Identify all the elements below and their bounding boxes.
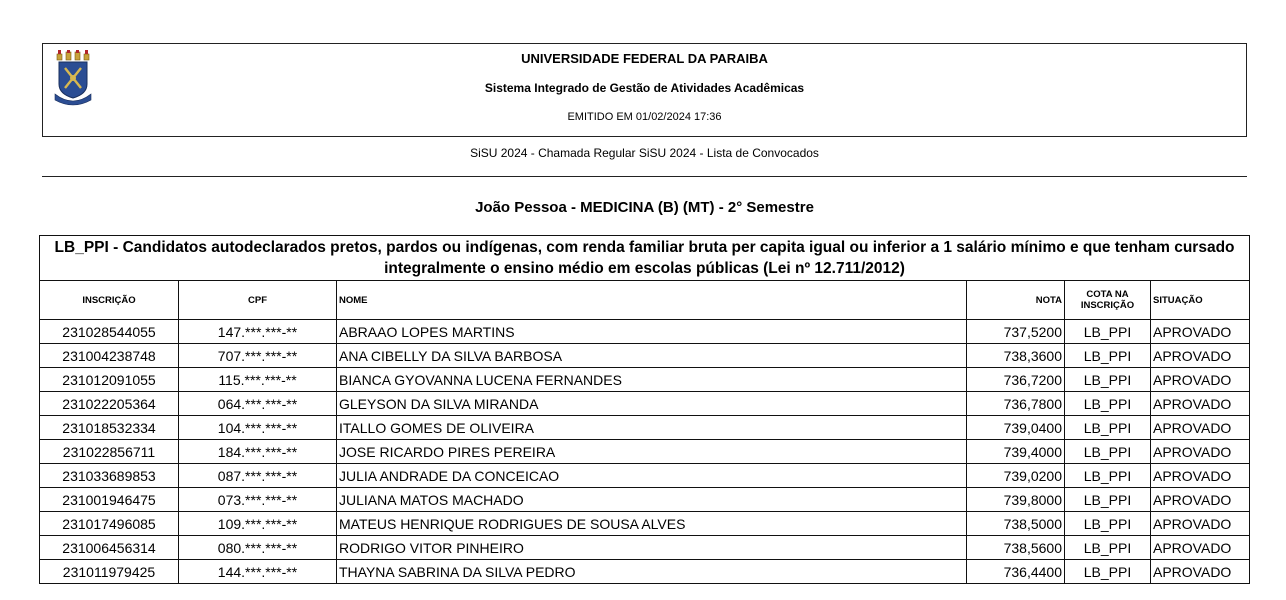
cell-nome: ANA CIBELLY DA SILVA BARBOSA — [337, 344, 967, 368]
cell-nota: 738,5600 — [967, 536, 1065, 560]
cell-situacao: APROVADO — [1151, 320, 1250, 344]
cell-nome: JOSE RICARDO PIRES PEREIRA — [337, 440, 967, 464]
cell-nome: THAYNA SABRINA DA SILVA PEDRO — [337, 560, 967, 584]
column-header-nome: NOME — [337, 281, 967, 320]
cell-nome: ITALLO GOMES DE OLIVEIRA — [337, 416, 967, 440]
system-name: Sistema Integrado de Gestão de Atividades Acadêmicas — [484, 81, 805, 95]
quota-description: LB_PPI - Candidatos autodeclarados pretos, pardos ou indígenas, com renda familiar bruta per capita igual ou inferior a 1 salário mínimo e que tenham cursado integralmente o ensino médio em escolas públicas (Lei nº 12.711/2012) — [40, 236, 1250, 281]
cell-cpf: 080.***.***-** — [179, 536, 337, 560]
cell-nota: 739,0200 — [967, 464, 1065, 488]
cell-nota: 739,4000 — [967, 440, 1065, 464]
cell-situacao: APROVADO — [1151, 536, 1250, 560]
cell-inscricao: 231001946475 — [40, 488, 179, 512]
cell-nota: 736,7800 — [967, 392, 1065, 416]
cell-cpf: 087.***.***-** — [179, 464, 337, 488]
cell-inscricao: 231022856711 — [40, 440, 179, 464]
cell-cpf: 144.***.***-** — [179, 560, 337, 584]
cell-inscricao: 231006456314 — [40, 536, 179, 560]
cell-cota: LB_PPI — [1065, 368, 1151, 392]
cell-nota: 738,5000 — [967, 512, 1065, 536]
table-row — [40, 440, 1250, 464]
cell-inscricao: 231022205364 — [40, 392, 179, 416]
cell-nome: ABRAAO LOPES MARTINS — [337, 320, 967, 344]
table-row — [40, 464, 1250, 488]
cell-nota: 736,4400 — [967, 560, 1065, 584]
cell-cota: LB_PPI — [1065, 512, 1151, 536]
cell-cota: LB_PPI — [1065, 440, 1151, 464]
cell-cota: LB_PPI — [1065, 536, 1151, 560]
cell-cpf: 109.***.***-** — [179, 512, 337, 536]
report-header — [42, 43, 1247, 137]
table-row — [40, 320, 1250, 344]
cell-inscricao: 231017496085 — [40, 512, 179, 536]
cell-nome: MATEUS HENRIQUE RODRIGUES DE SOUSA ALVES — [337, 512, 967, 536]
cell-cpf: 115.***.***-** — [179, 368, 337, 392]
cell-cpf: 184.***.***-** — [179, 440, 337, 464]
cell-cpf: 147.***.***-** — [179, 320, 337, 344]
cell-nota: 737,5200 — [967, 320, 1065, 344]
table-row — [40, 416, 1250, 440]
cell-nome: JULIA ANDRADE DA CONCEICAO — [337, 464, 967, 488]
cell-nome: BIANCA GYOVANNA LUCENA FERNANDES — [337, 368, 967, 392]
cell-cota: LB_PPI — [1065, 488, 1151, 512]
cell-situacao: APROVADO — [1151, 368, 1250, 392]
column-headers — [40, 281, 1250, 320]
cell-situacao: APROVADO — [1151, 344, 1250, 368]
column-header-nota: NOTA — [967, 281, 1065, 320]
cell-inscricao: 231012091055 — [40, 368, 179, 392]
cell-cpf: 073.***.***-** — [179, 488, 337, 512]
cell-nota: 739,0400 — [967, 416, 1065, 440]
table-row — [40, 512, 1250, 536]
call-title: SiSU 2024 - Chamada Regular SiSU 2024 - Lista de Convocados — [470, 146, 819, 160]
cell-inscricao: 231011979425 — [40, 560, 179, 584]
cell-nome: GLEYSON DA SILVA MIRANDA — [337, 392, 967, 416]
table-row — [40, 344, 1250, 368]
cell-cota: LB_PPI — [1065, 416, 1151, 440]
cell-situacao: APROVADO — [1151, 488, 1250, 512]
cell-cota: LB_PPI — [1065, 560, 1151, 584]
cell-nome: JULIANA MATOS MACHADO — [337, 488, 967, 512]
cell-cpf: 707.***.***-** — [179, 344, 337, 368]
cell-cpf: 104.***.***-** — [179, 416, 337, 440]
cell-situacao: APROVADO — [1151, 560, 1250, 584]
cell-situacao: APROVADO — [1151, 392, 1250, 416]
campus-course-title: João Pessoa - MEDICINA (B) (MT) - 2° Semestre — [475, 199, 814, 216]
column-header-inscricao: INSCRIÇÃO — [40, 281, 179, 320]
cell-cota: LB_PPI — [1065, 392, 1151, 416]
cell-nome: RODRIGO VITOR PINHEIRO — [337, 536, 967, 560]
cell-situacao: APROVADO — [1151, 440, 1250, 464]
university-name: UNIVERSIDADE FEDERAL DA PARAIBA — [521, 51, 768, 66]
candidates-table — [39, 235, 1250, 584]
cell-nota: 738,3600 — [967, 344, 1065, 368]
cell-situacao: APROVADO — [1151, 512, 1250, 536]
cell-cota: LB_PPI — [1065, 344, 1151, 368]
cell-nota: 736,7200 — [967, 368, 1065, 392]
cell-nota: 739,8000 — [967, 488, 1065, 512]
cell-inscricao: 231018532334 — [40, 416, 179, 440]
table-row — [40, 536, 1250, 560]
table-row — [40, 560, 1250, 584]
column-header-situacao: SITUAÇÃO — [1151, 281, 1250, 320]
cell-situacao: APROVADO — [1151, 416, 1250, 440]
cell-inscricao: 231004238748 — [40, 344, 179, 368]
table-row — [40, 392, 1250, 416]
column-header-cota-line1: COTA NA — [1086, 289, 1129, 300]
emission-date: EMITIDO EM 01/02/2024 17:36 — [567, 111, 722, 123]
cell-cota: LB_PPI — [1065, 320, 1151, 344]
table-row — [40, 488, 1250, 512]
column-header-cota — [1065, 281, 1151, 320]
cell-inscricao: 231033689853 — [40, 464, 179, 488]
divider — [42, 176, 1247, 177]
cell-cota: LB_PPI — [1065, 464, 1151, 488]
table-row — [40, 368, 1250, 392]
cell-inscricao: 231028544055 — [40, 320, 179, 344]
cell-situacao: APROVADO — [1151, 464, 1250, 488]
column-header-cota-line2: INSCRIÇÃO — [1080, 300, 1135, 311]
cell-cpf: 064.***.***-** — [179, 392, 337, 416]
column-header-cpf: CPF — [179, 281, 337, 320]
